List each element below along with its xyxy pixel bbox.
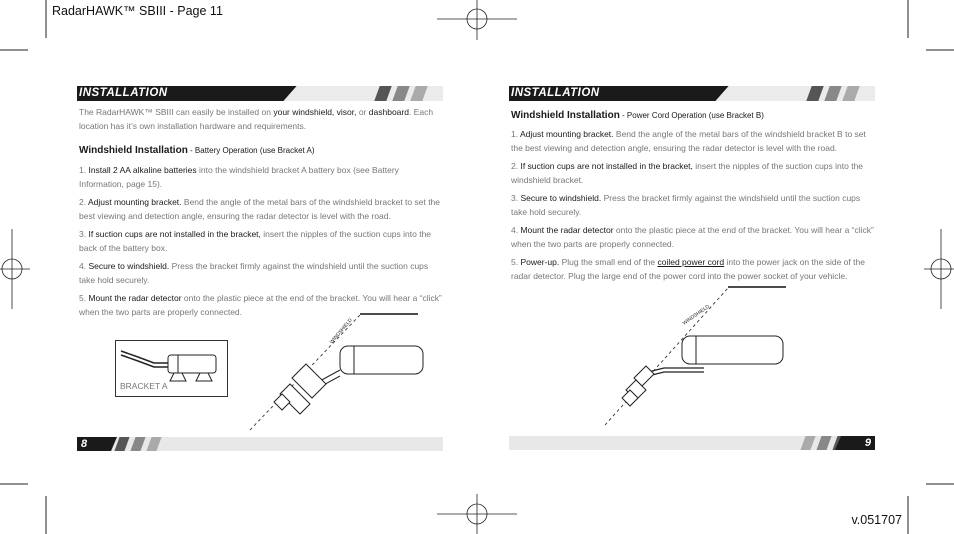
- step-2-left: 2. Adjust mounting bracket. Bend the angle of the metal bars of the windshield bracket to set the best viewing and detection angle, ensuring the radar detector is level with the road.: [79, 197, 441, 221]
- step-1-right: 1. Adjust mounting bracket. Bend the angle of the metal bars of the windshield bracket B to set the best viewing and detection angle, ensuring the radar detector is level with the road.: [511, 129, 866, 153]
- windshield-label-left: WINDSHIELD: [328, 317, 354, 346]
- section-header-left: [77, 86, 443, 101]
- step-5-right: 5. Power-up. Plug the small end of the coiled power cord into the power jack on the side of the radar detector. Plug the large end of the power cord into the power socket of your vehicle.: [511, 257, 865, 281]
- subheading-right: Windshield Installation - Power Cord Operation (use Bracket B): [511, 110, 764, 121]
- right-page-body: [511, 105, 875, 283]
- registration-mark-left: [0, 229, 30, 309]
- windshield-illustration-right: [600, 280, 800, 430]
- registration-mark-bottom: [437, 494, 517, 534]
- document-header: RadarHAWK™ SBIII - Page 11: [52, 4, 223, 18]
- bracket-a-illustration: [115, 340, 228, 397]
- intro-paragraph: The RadarHAWK™ SBIII can easily be installed on your windshield, visor, or dashboard. Each location has it’s own installation hardware and requirements.: [79, 107, 434, 131]
- page-number-right: 9: [864, 437, 871, 449]
- bracket-a-label: BRACKET A: [120, 381, 168, 391]
- left-page-body: [79, 106, 443, 319]
- windshield-label-right: WINDSHIELD: [681, 303, 711, 327]
- step-2-right: 2. If suction cups are not installed in the bracket, insert the nipples of the suction cups into the windshield bracket.: [511, 161, 864, 185]
- page-footer-left: [77, 437, 443, 451]
- registration-mark-top: [437, 0, 517, 40]
- step-3-left: 3. If suction cups are not installed in the bracket, insert the nipples of the suction cups into the back of the battery box.: [79, 229, 432, 253]
- subheading-left: Windshield Installation - Battery Operation (use Bracket A): [79, 145, 315, 156]
- section-title-right: INSTALLATION: [511, 87, 600, 99]
- windshield-illustration-left: [240, 300, 440, 435]
- registration-mark-right: [924, 229, 954, 309]
- page-footer-right: [509, 436, 875, 450]
- step-3-right: 3. Secure to windshield. Press the bracket firmly against the windshield until the suction cups take hold securely.: [511, 193, 861, 217]
- section-header-right: [509, 86, 875, 101]
- step-4-right: 4. Mount the radar detector onto the plastic piece at the end of the bracket. You will hear a “click” when the two parts are properly connected.: [511, 225, 874, 249]
- version-label: v.051707: [851, 513, 902, 527]
- section-title-left: INSTALLATION: [79, 87, 168, 99]
- step-4-left: 4. Secure to windshield. Press the bracket firmly against the windshield until the suction cups take hold securely.: [79, 261, 429, 285]
- step-1-left: 1. Install 2 AA alkaline batteries into the windshield bracket A battery box (see Battery Information, page 15).: [79, 165, 399, 189]
- page-number-left: 8: [81, 438, 88, 450]
- coiled-power-cord-term: coiled power cord: [657, 257, 725, 267]
- step-5-left: 5. Mount the radar detector onto the plastic piece at the end of the bracket. You will hear a “click” when the two parts are properly connected.: [79, 293, 442, 317]
